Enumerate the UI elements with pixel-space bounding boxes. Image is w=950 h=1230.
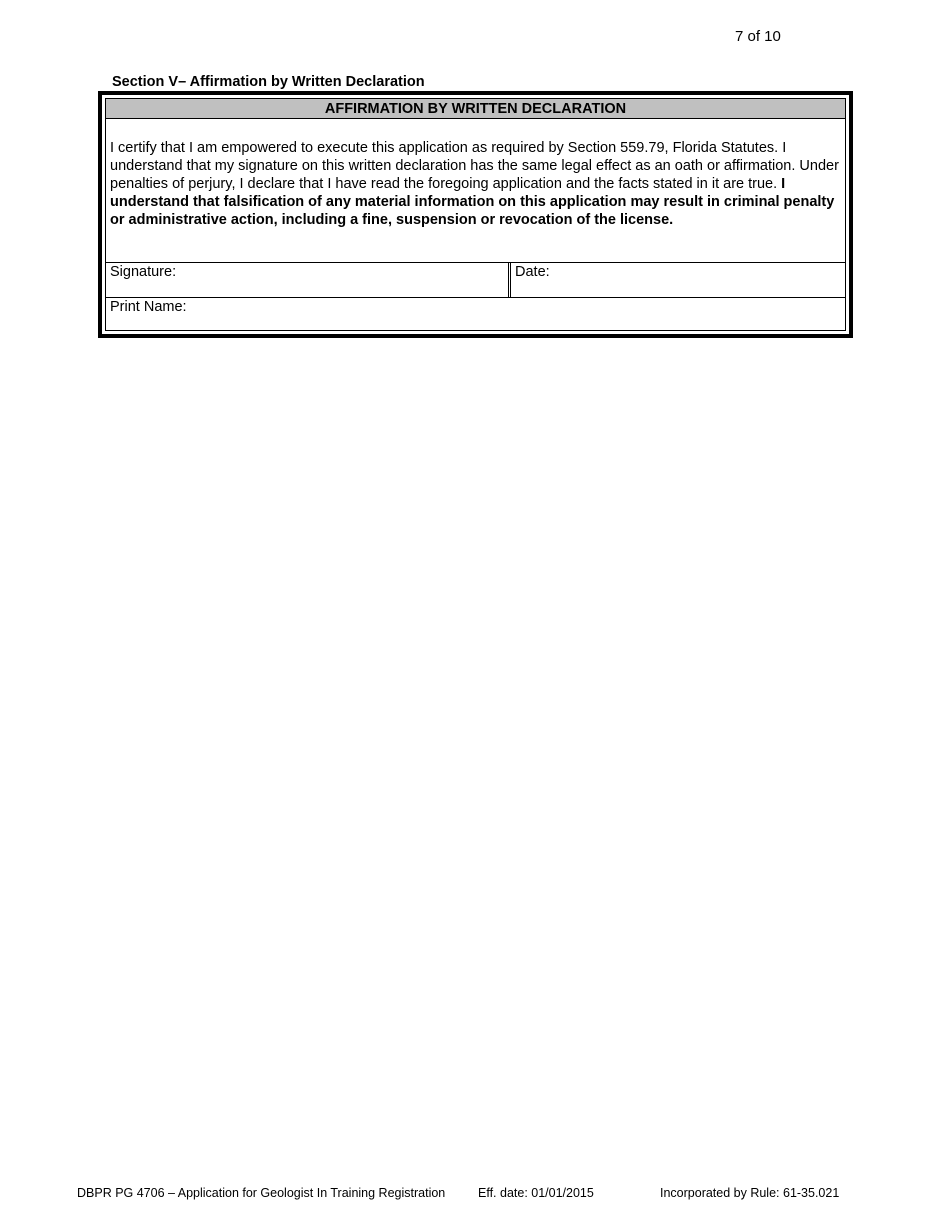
- signature-date-row: [106, 262, 845, 297]
- footer-eff-date: Eff. date: 01/01/2015: [478, 1186, 594, 1200]
- footer-rule: Incorporated by Rule: 61-35.021: [660, 1186, 840, 1200]
- page-number: 7 of 10: [735, 28, 781, 45]
- affirmation-box-header: AFFIRMATION BY WRITTEN DECLARATION: [106, 99, 845, 119]
- date-label: Date:: [515, 264, 550, 280]
- declaration-text: [110, 139, 850, 229]
- section-heading: Section V– Affirmation by Written Declaration: [112, 74, 425, 90]
- footer-form-title: DBPR PG 4706 – Application for Geologist In Training Registration: [77, 1186, 446, 1200]
- print-name-field[interactable]: [106, 297, 845, 330]
- declaration-normal-text: I certify that I am empowered to execute this application as required by Section 559.79, Florida Statutes. I understand that my signature on this written declaration has the same legal effect as an oath or affirmation. Under penalties of perjury, I declare that I have read the foregoing application and the facts stated in it are true.: [110, 140, 839, 192]
- date-field[interactable]: [510, 263, 845, 297]
- affirmation-box-inner: [105, 98, 846, 331]
- signature-field[interactable]: [106, 263, 509, 297]
- print-name-label: Print Name:: [110, 299, 187, 315]
- declaration-bold-text: I understand that falsification of any material information on this application may result in criminal penalty or administrative action, including a fine, suspension or revocation of the license.: [110, 176, 835, 228]
- signature-label: Signature:: [110, 264, 177, 280]
- affirmation-box: [98, 91, 853, 338]
